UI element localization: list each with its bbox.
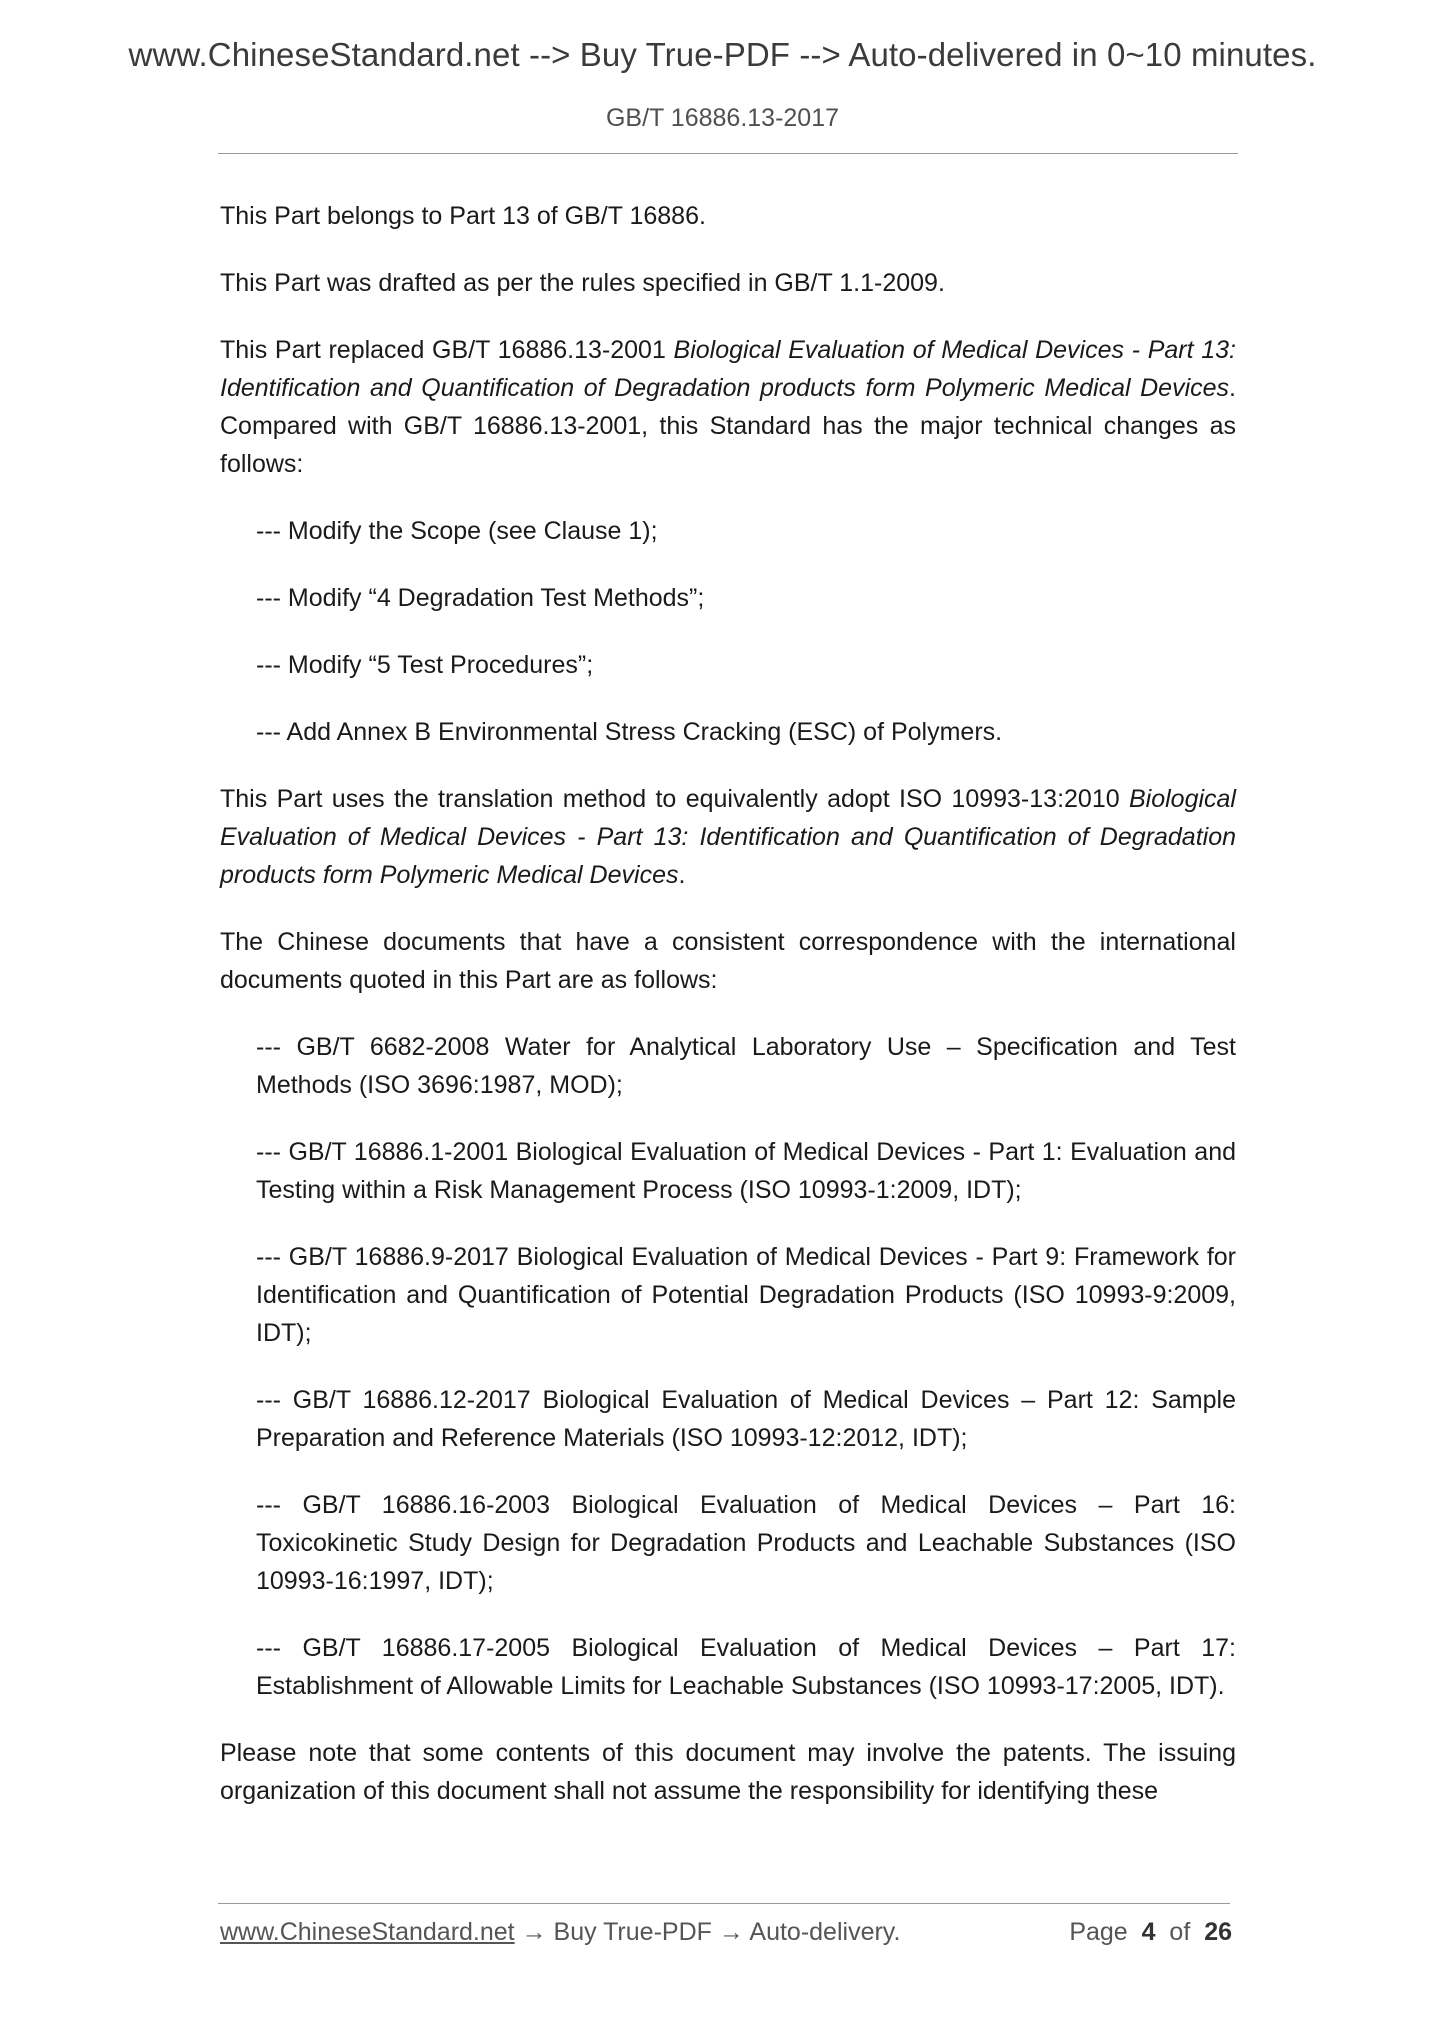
paragraph-patent-notice: Please note that some contents of this document may involve the patents. The issuing organization of this document shall not assume the responsibility for identifying these: [220, 1739, 1236, 1805]
footer-divider: [218, 1903, 1230, 1904]
reference-item: --- GB/T 16886.17-2005 Biological Evaluation of Medical Devices – Part 17: Establishment of Allowable Limits for Leachable Substances (ISO 10993-17:2005, IDT).: [256, 1634, 1236, 1700]
reference-item: --- GB/T 6682-2008 Water for Analytical Laboratory Use – Specification and Test Methods (ISO 3696:1987, MOD);: [256, 1033, 1236, 1099]
page-indicator: [1069, 1918, 1232, 1947]
paragraph-drafting-rules: This Part was drafted as per the rules specified in GB/T 1.1-2009.: [220, 269, 945, 297]
current-page-number: 4: [1141, 1918, 1156, 1946]
paragraph-part-membership: This Part belongs to Part 13 of GB/T 16886.: [220, 202, 706, 230]
paragraph-adoption: [220, 780, 1236, 894]
standard-code-header: GB/T 16886.13-2017: [605, 104, 840, 132]
paragraph-correspondence: The Chinese documents that have a consistent correspondence with the international documents quoted in this Part are as follows:: [220, 928, 1236, 994]
site-banner: www.ChineseStandard.net --> Buy True-PDF --> Auto-delivered in 0~10 minutes.: [128, 36, 1317, 73]
adoption-outro: .: [678, 861, 686, 889]
paragraph-replacement: [220, 331, 1236, 483]
replacement-outro: . Compared with GB/T 16886.13-2001, this Standard has the major technical changes as follows:: [220, 374, 1236, 478]
reference-item: --- GB/T 16886.12-2017 Biological Evaluation of Medical Devices – Part 12: Sample Preparation and Reference Materials (ISO 10993-12:2012, IDT);: [256, 1386, 1236, 1452]
reference-item: --- GB/T 16886.16-2003 Biological Evaluation of Medical Devices – Part 16: Toxicokinetic Study Design for Degradation Products and Leachable Substances (ISO 10993-16:1997, IDT);: [256, 1491, 1236, 1595]
total-page-number: 26: [1204, 1918, 1232, 1946]
page-footer: [220, 1918, 1232, 1958]
change-item: --- Modify the Scope (see Clause 1);: [256, 517, 658, 545]
adopted-standard-title: Biological Evaluation of Medical Devices - Part 13: Identification and Quantification of Degradation products form Polymeric Medical Devices: [220, 785, 1236, 889]
adoption-intro: This Part uses the translation method to equivalently adopt ISO 10993-13:2010: [220, 785, 1129, 813]
replaced-standard-title: Biological Evaluation of Medical Devices - Part 13: Identification and Quantification of Degradation products form Polymeric Medical Devices: [220, 336, 1236, 402]
change-item: --- Modify “5 Test Procedures”;: [256, 651, 594, 679]
change-item: --- Add Annex B Environmental Stress Cracking (ESC) of Polymers.: [256, 718, 1003, 746]
of-label: of: [1169, 1918, 1191, 1946]
footer-tagline: → Buy True-PDF → Auto-delivery.: [514, 1918, 901, 1946]
change-item: --- Modify “4 Degradation Test Methods”;: [256, 584, 705, 612]
footer-site-link[interactable]: www.ChineseStandard.net: [220, 1918, 515, 1946]
document-body: [220, 197, 1236, 1810]
header-divider: [218, 153, 1238, 154]
reference-item: --- GB/T 16886.9-2017 Biological Evaluation of Medical Devices - Part 9: Framework for Identification and Quantification of Potential Degradation Products (ISO 10993-9:2009, IDT);: [256, 1243, 1236, 1347]
reference-item: --- GB/T 16886.1-2001 Biological Evaluation of Medical Devices - Part 1: Evaluation and Testing within a Risk Management Process (ISO 10993-1:2009, IDT);: [256, 1138, 1236, 1204]
page-label: Page: [1069, 1918, 1128, 1946]
footer-promo: [220, 1918, 900, 1947]
replacement-intro: This Part replaced GB/T 16886.13-2001: [220, 336, 674, 364]
